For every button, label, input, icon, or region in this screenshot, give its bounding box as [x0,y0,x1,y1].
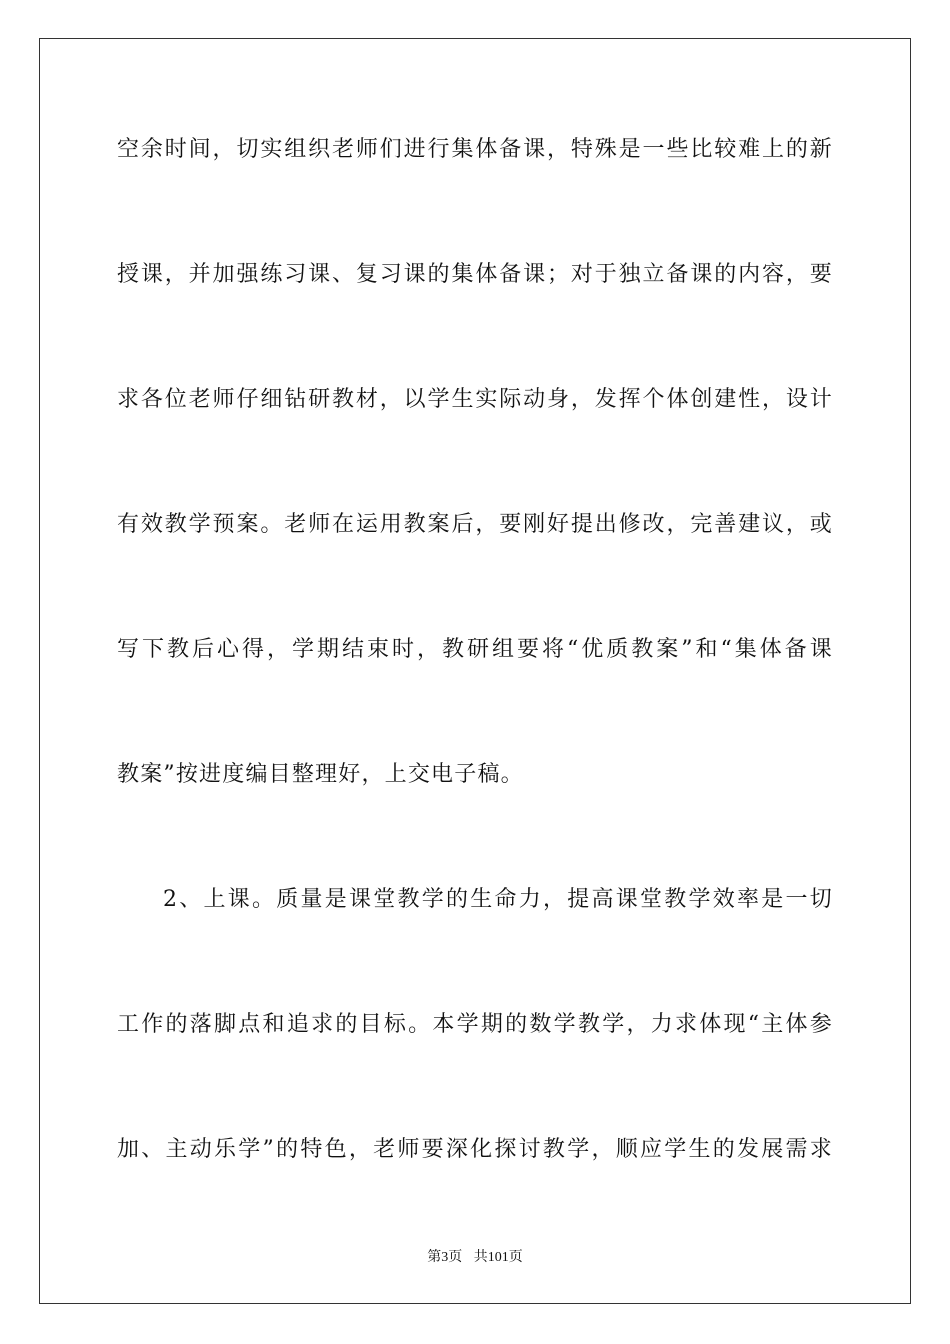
page-total: 共101页 [473,1250,523,1265]
paragraph-line: 加、主动乐学”的特色，老师要深化探讨教学，顺应学生的发展需求 [117,1137,833,1162]
paragraph-line: 有效教学预案。老师在运用教案后，要刚好提出修改，完善建议，或 [117,512,833,537]
page-footer [0,1246,950,1266]
paragraph-line: 2、上课。质量是课堂教学的生命力，提高课堂教学效率是一切 [163,887,833,912]
paragraph-line: 空余时间，切实组织老师们进行集体备课，特殊是一些比较难上的新 [117,137,833,162]
paragraph-line: 教案”按进度编目整理好，上交电子稿。 [117,762,524,787]
paragraph-line: 授课，并加强练习课、复习课的集体备课；对于独立备课的内容，要 [117,262,833,287]
page-number: 第3页 [427,1250,463,1265]
page-border [39,38,911,1304]
paragraph-line: 工作的落脚点和追求的目标。本学期的数学教学，力求体现“主体参 [117,1012,833,1037]
paragraph-line: 求各位老师仔细钻研教材，以学生实际动身，发挥个体创建性，设计 [117,387,833,412]
paragraph-line: 写下教后心得，学期结束时，教研组要将“优质教案”和“集体备课 [117,637,833,662]
